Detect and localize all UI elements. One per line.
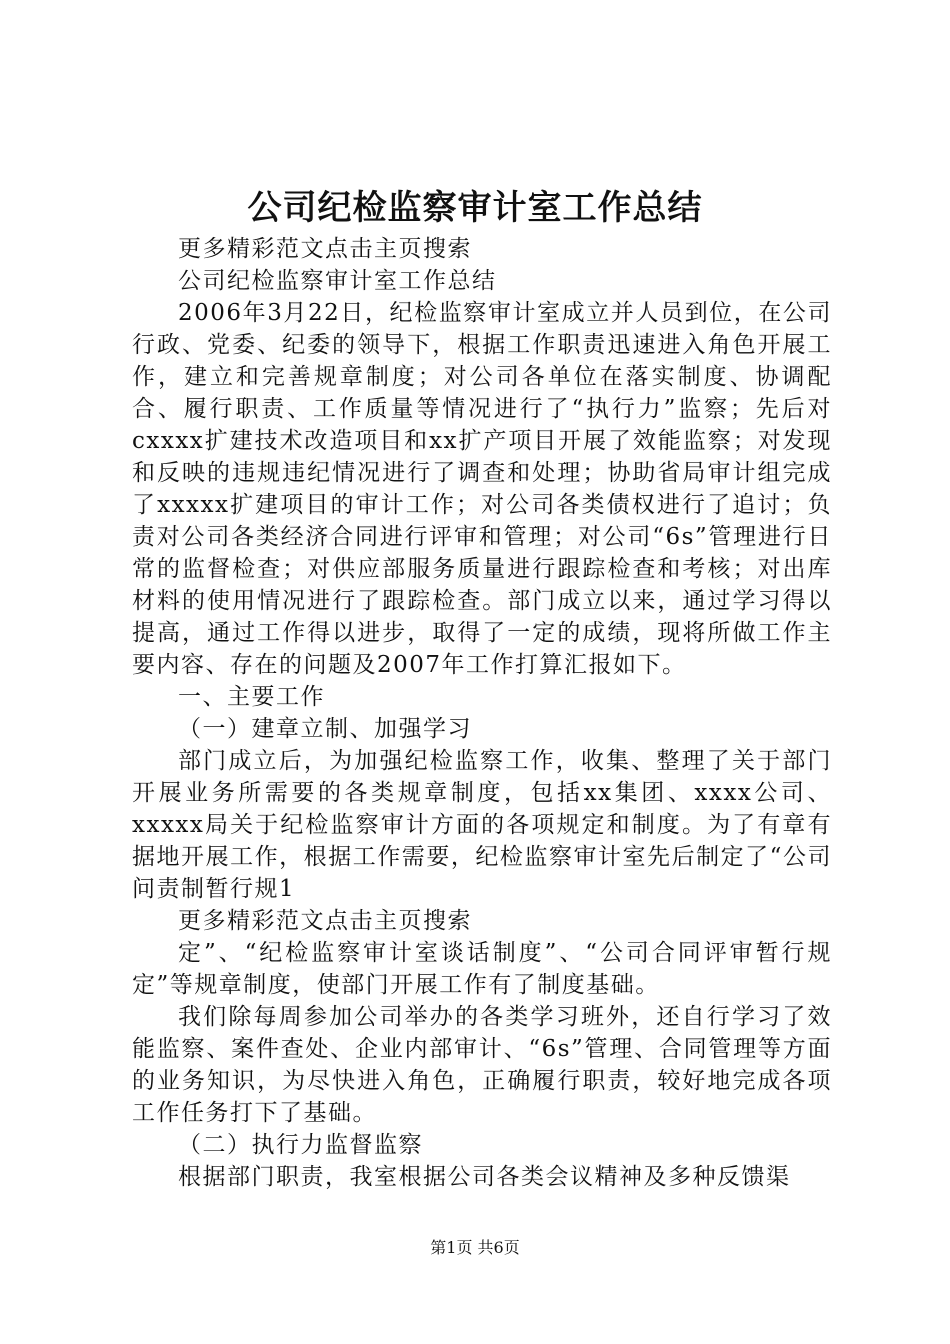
document-body [132,233,832,1193]
body-paragraph: 部门成立后，为加强纪检监察工作，收集、整理了关于部门开展业务所需要的各类规章制度，包括xx集团、xxxx公司、xxxxx局关于纪检监察审计方面的各项规定和制度。为了有章有据地开展工作，根据工作需要，纪检监察审计室先后制定了“公司问责制暂行规1 [132,748,832,902]
page-footer: 第1页 共6页 [430,1238,520,1257]
body-paragraph: 根据部门职责，我室根据公司各类会议精神及多种反馈渠 [178,1164,791,1190]
subtitle-line: 公司纪检监察审计室工作总结 [178,268,497,294]
intro-paragraph: 2006年3月22日，纪检监察审计室成立并人员到位，在公司行政、党委、纪委的领导下，根据工作职责迅速进入角色开展工作，建立和完善规章制度；对公司各单位在落实制度、协调配合、履行职责、工作质量等情况进行了“执行力”监察；先后对cxxxx扩建技术改造项目和xx扩产项目开展了效能监察；对发现和反映的违规违纪情况进行了调查和处理；协助省局审计组完成了xxxxx扩建项目的审计工作；对公司各类债权进行了追讨；负责对公司各类经济合同进行评审和管理；对公司“6s”管理进行日常的监督检查；对供应部服务质量进行跟踪检查和考核；对出库材料的使用情况进行了跟踪检查。部门成立以来，通过学习得以提高，通过工作得以进步，取得了一定的成绩，现将所做工作主要内容、存在的问题及2007年工作打算汇报如下。 [132,300,832,678]
section-heading: 一、主要工作 [178,684,325,710]
body-paragraph: 我们除每周参加公司举办的各类学习班外，还自行学习了效能监察、案件查处、企业内部审计、“6s”管理、合同管理等方面的业务知识，为尽快进入角色，正确履行职责，较好地完成各项工作任务打下了基础。 [132,1004,832,1126]
document-title: 公司纪检监察审计室工作总结 [247,188,703,228]
body-paragraph: 定”、“纪检监察审计室谈话制度”、“公司合同评审暂行规定”等规章制度，使部门开展工作有了制度基础。 [132,940,832,998]
promo-line: 更多精彩范文点击主页搜索 [178,236,472,262]
subsection-heading: （二）执行力监督监察 [178,1132,423,1158]
promo-line: 更多精彩范文点击主页搜索 [178,908,472,934]
subsection-heading: （一）建章立制、加强学习 [178,716,472,742]
